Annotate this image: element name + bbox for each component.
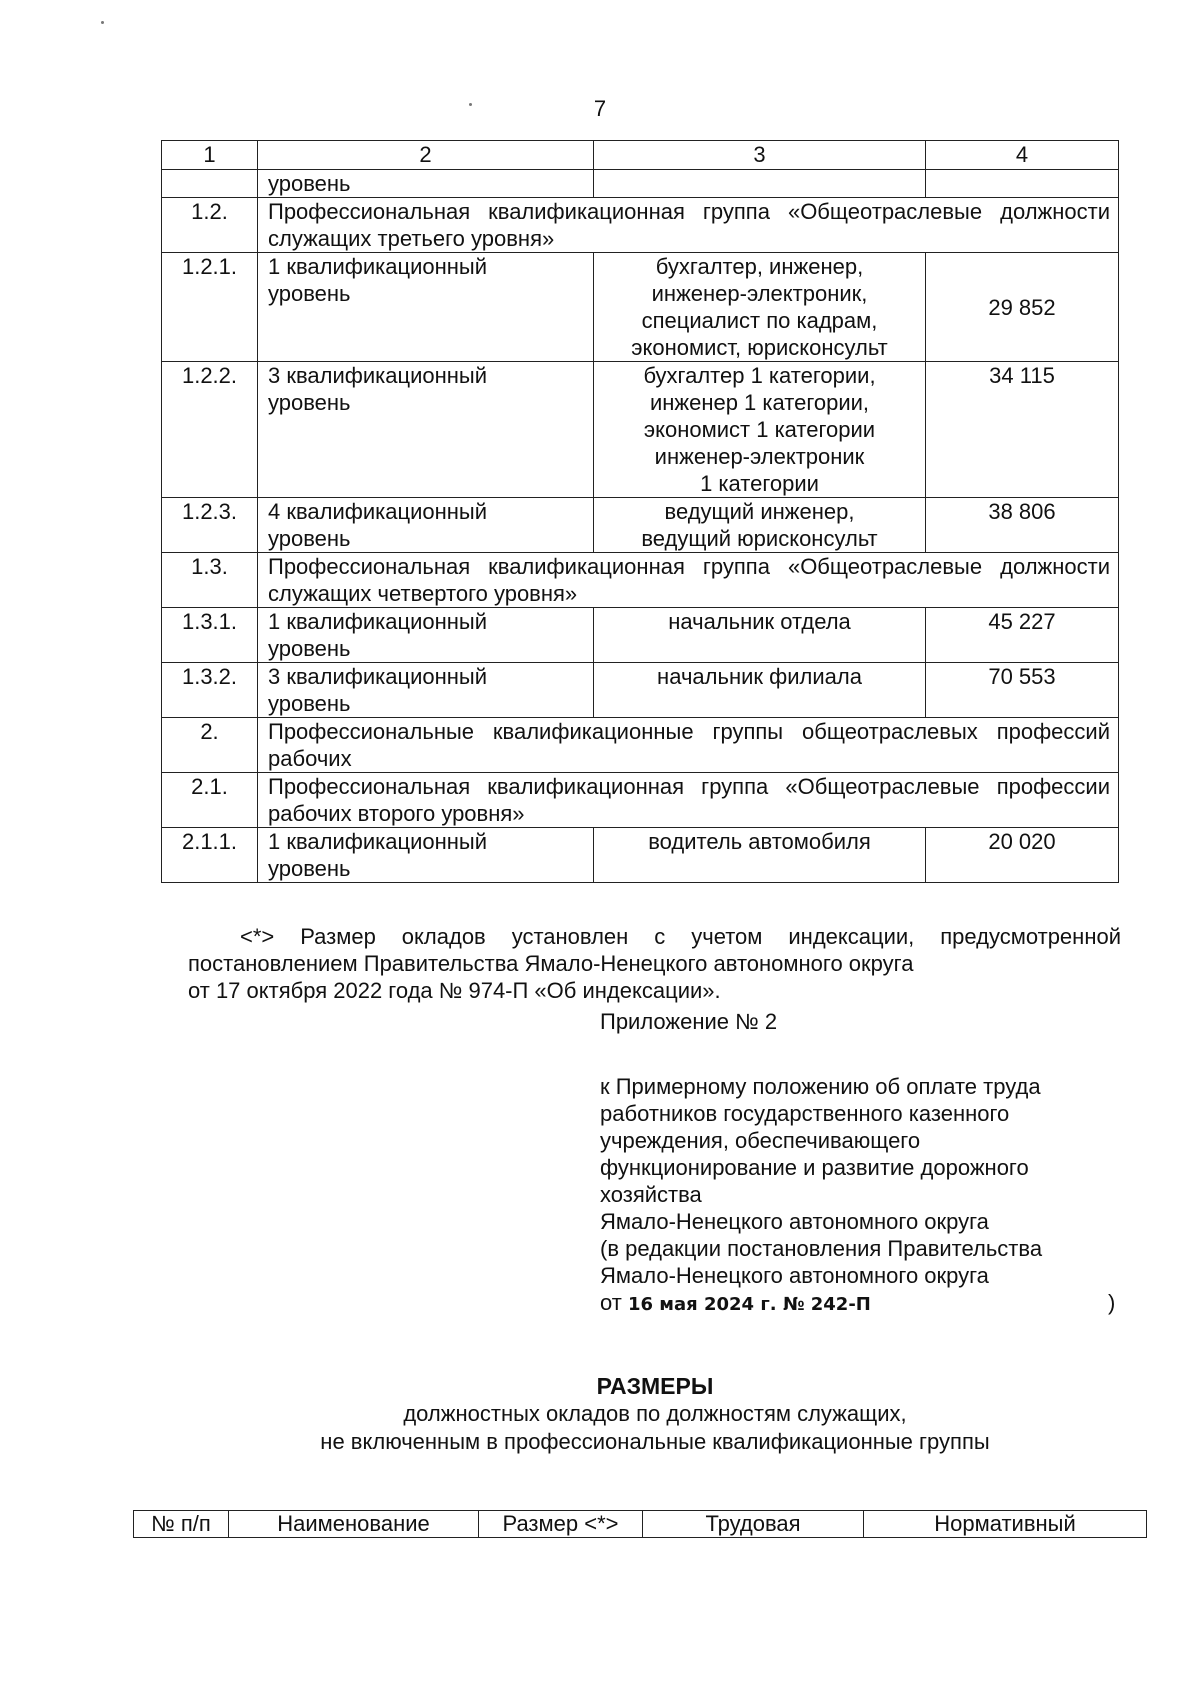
footnote-last-line: от 17 октября 2022 года № 974-П «Об индексации». <box>188 978 721 1003</box>
qualification-level: 3 квалификационный уровень <box>258 362 594 498</box>
salary-value: 34 115 <box>926 362 1119 498</box>
footnote-text: <*> Размер окладов установлен с учетом индексации, предусмотренной постановлением Правительства Ямало-Ненецкого автономного округа <box>188 924 1121 976</box>
appendix-date-line <box>600 1289 1120 1318</box>
header-cell: Нормативный <box>864 1511 1147 1538</box>
table-row <box>162 498 1119 553</box>
row-number: 1.2. <box>162 198 258 253</box>
position-list: водитель автомобиля <box>594 828 926 883</box>
appendix-text: к Примерному положению об оплате труда работников государственного казенного учреждения, обеспечивающего функционирование и развитие дорожного хозяйства Ямало-Ненецкого автономного округа (в редакции постановления Правительства Ямало-Ненецкого автономного округа <box>600 1074 1043 1288</box>
table-row <box>162 608 1119 663</box>
heading-line: должностных окладов по должностям служащих, <box>403 1401 907 1426</box>
position-list: ведущий инженер, ведущий юрисконсульт <box>594 498 926 553</box>
row-number: 1.2.3. <box>162 498 258 553</box>
group-title: Профессиональная квалификационная группа «Общеотраслевые должности служащих третьего уровня» <box>258 198 1119 253</box>
group-title: Профессиональная квалификационная группа «Общеотраслевые профессии рабочих второго уровня» <box>258 773 1119 828</box>
salary-value: 70 553 <box>926 663 1119 718</box>
row-number: 1.2.1. <box>162 253 258 362</box>
position-list <box>594 170 926 198</box>
heading-line: не включенным в профессиональные квалификационные группы <box>320 1429 990 1454</box>
row-number <box>162 170 258 198</box>
group-row <box>162 198 1119 253</box>
header-cell: Наименование <box>229 1511 479 1538</box>
table-header-row <box>162 141 1119 170</box>
header-cell: Размер <*> <box>479 1511 643 1538</box>
salary-table <box>161 140 1119 883</box>
group-row <box>162 553 1119 608</box>
group-title: Профессиональная квалификационная группа «Общеотраслевые должности служащих четвертого уровня» <box>258 553 1119 608</box>
qualification-level: 4 квалификационный уровень <box>258 498 594 553</box>
qualification-level: уровень <box>258 170 594 198</box>
position-list: бухгалтер, инженер, инженер-электроник, специалист по кадрам, экономист, юрисконсульт <box>594 253 926 362</box>
qualification-level: 3 квалификационный уровень <box>258 663 594 718</box>
salary-value: 20 020 <box>926 828 1119 883</box>
second-table-header <box>133 1510 1147 1538</box>
header-cell: 4 <box>926 141 1119 170</box>
header-cell: 3 <box>594 141 926 170</box>
heading-title: РАЗМЕРЫ <box>596 1373 714 1399</box>
appendix-title: Приложение № 2 <box>600 1009 778 1034</box>
qualification-level: 1 квалификационный уровень <box>258 828 594 883</box>
salary-value <box>926 170 1119 198</box>
table-row <box>162 828 1119 883</box>
group-row <box>162 718 1119 773</box>
header-cell: № п/п <box>134 1511 229 1538</box>
footnote <box>188 923 1121 1004</box>
group-title: Профессиональные квалификационные группы общеотраслевых профессий рабочих <box>258 718 1119 773</box>
row-number: 1.3. <box>162 553 258 608</box>
date-prefix: от <box>600 1290 628 1315</box>
position-list: начальник филиала <box>594 663 926 718</box>
resolution-date: 16 мая 2024 г. № 242-П <box>627 1294 871 1315</box>
row-number: 2.1.1. <box>162 828 258 883</box>
position-list: бухгалтер 1 категории, инженер 1 категории, экономист 1 категории инженер-электроник 1 категории <box>594 362 926 498</box>
header-cell: Трудовая <box>643 1511 864 1538</box>
table-row <box>162 170 1119 198</box>
header-cell: 2 <box>258 141 594 170</box>
qualification-level: 1 квалификационный уровень <box>258 608 594 663</box>
table-row <box>162 253 1119 362</box>
table-header-row <box>134 1511 1147 1538</box>
qualification-level: 1 квалификационный уровень <box>258 253 594 362</box>
row-number: 2. <box>162 718 258 773</box>
appendix-block <box>600 1008 1120 1318</box>
group-row <box>162 773 1119 828</box>
salary-value: 29 852 <box>926 253 1119 362</box>
position-list: начальник отдела <box>594 608 926 663</box>
header-cell: 1 <box>162 141 258 170</box>
scan-speck <box>101 21 104 24</box>
row-number: 1.3.2. <box>162 663 258 718</box>
page-number: 7 <box>593 96 607 121</box>
table-row <box>162 663 1119 718</box>
scan-speck <box>469 103 472 106</box>
salary-value: 38 806 <box>926 498 1119 553</box>
salary-value: 45 227 <box>926 608 1119 663</box>
row-number: 1.3.1. <box>162 608 258 663</box>
section-heading <box>200 1372 1110 1456</box>
row-number: 1.2.2. <box>162 362 258 498</box>
closing-parenthesis: ) <box>1108 1290 1116 1315</box>
table-row <box>162 362 1119 498</box>
row-number: 2.1. <box>162 773 258 828</box>
